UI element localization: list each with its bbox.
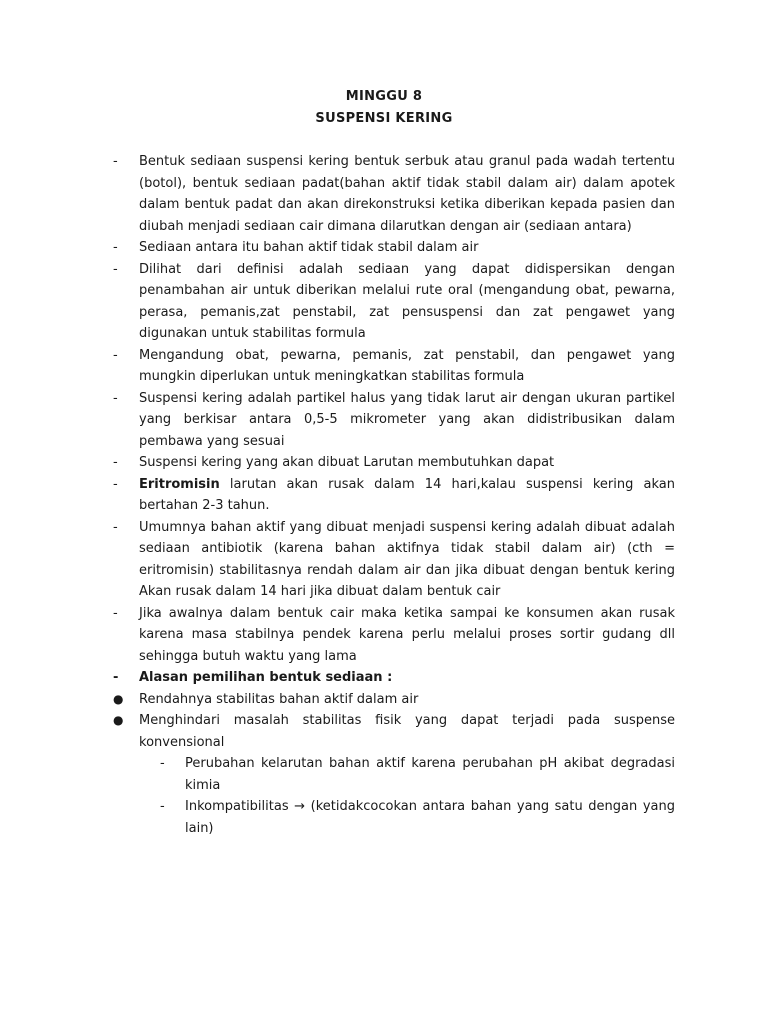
list-item: [113, 237, 675, 259]
dash-bullet: -: [113, 455, 118, 470]
content-list: [113, 151, 675, 839]
item-text: Sediaan antara itu bahan aktif tidak stabil dalam air: [139, 240, 479, 255]
week-heading: MINGGU 8: [345, 89, 423, 104]
list-item: [113, 345, 675, 388]
item-text: Jika awalnya dalam bentuk cair maka ketika sampai ke konsumen akan rusak karena masa stabilnya pendek karena perlu melalui proses sortir gudang dll sehingga butuh waktu yang lama: [139, 605, 675, 664]
item-text: Inkompatibilitas → (ketidakcocokan antara bahan yang satu dengan yang lain): [185, 799, 675, 836]
item-text: larutan akan rusak dalam 14 hari,kalau suspensi kering akan bertahan 2-3 tahun.: [139, 476, 675, 513]
item-text: Suspensi kering yang akan dibuat Larutan membutuhkan dapat: [139, 455, 555, 470]
item-text: Menghindari masalah stabilitas fisik yang dapat terjadi pada suspense konvensional: [139, 713, 675, 750]
dash-bullet: -: [160, 756, 165, 771]
list-item: [113, 388, 675, 453]
dash-bullet: -: [113, 605, 118, 621]
list-item: [113, 452, 675, 474]
section-heading: Alasan pemilihan bentuk sediaan :: [139, 670, 393, 685]
list-item: [113, 474, 675, 517]
dash-bullet: -: [160, 799, 165, 814]
item-text: Bentuk sediaan suspensi kering bentuk serbuk atau granul pada wadah tertentu (botol), bentuk sediaan padat(bahan aktif tidak stabil dalam air) dalam apotek dalam bentuk padat dan akan direkonstruksi ketika diberikan kepada pasien dan diubah menjadi sediaan cair dimana dilarutkan dengan air (sediaan antara): [139, 154, 675, 234]
dot-bullet: ●: [113, 713, 124, 727]
item-text: Perubahan kelarutan bahan aktif karena perubahan pH akibat degradasi kimia: [185, 756, 675, 793]
dash-bullet: -: [113, 347, 118, 363]
dash-bullet: -: [113, 519, 118, 535]
dash-bullet: -: [113, 261, 118, 277]
item-text: Rendahnya stabilitas bahan aktif dalam air: [139, 691, 419, 707]
item-text: Umumnya bahan aktif yang dibuat menjadi suspensi kering adalah dibuat adalah sediaan antibiotik (karena bahan aktifnya tidak stabil dalam air) (cth = eritromisin) stabilitasnya rendah dalam air dan jika dibuat dengan bentuk kering Akan rusak dalam 14 hari jika dibuat dalam bentuk cair: [139, 519, 675, 599]
dash-bullet: -: [113, 476, 118, 492]
item-text: Mengandung obat, pewarna, pemanis, zat penstabil, dan pengawet yang mungkin diperlukan untuk meningkatkan stabilitas formula: [139, 347, 675, 384]
list-item: [113, 667, 675, 689]
dot-bullet: ●: [113, 691, 124, 706]
page-title: SUSPENSI KERING: [315, 111, 453, 126]
item-text: Dilihat dari definisi adalah sediaan yang dapat didispersikan dengan penambahan air untuk diberikan melalui rute oral (mengandung obat, pewarna, perasa, pemanis,zat penstabil, zat pensuspensi dan zat pengawet yang digunakan untuk stabilitas formula: [139, 261, 675, 341]
bold-term: Eritromisin: [139, 476, 220, 492]
item-text: Suspensi kering adalah partikel halus yang tidak larut air dengan ukuran partikel yang berkisar antara 0,5-5 mikrometer yang akan didistribusikan dalam pembawa yang sesuai: [139, 390, 675, 449]
dash-bullet: -: [113, 390, 118, 406]
item-text-with-bold-lead: [139, 477, 675, 514]
list-item: [113, 710, 675, 753]
sub-list-item: [113, 796, 675, 839]
dash-bullet: -: [113, 240, 118, 255]
sub-list-item: [113, 753, 675, 796]
list-item: [113, 689, 675, 711]
list-item: [113, 259, 675, 345]
list-item: [113, 151, 675, 237]
list-item: [113, 603, 675, 668]
dash-bullet: -: [113, 670, 119, 685]
list-item: [113, 517, 675, 603]
dash-bullet: -: [113, 154, 118, 169]
